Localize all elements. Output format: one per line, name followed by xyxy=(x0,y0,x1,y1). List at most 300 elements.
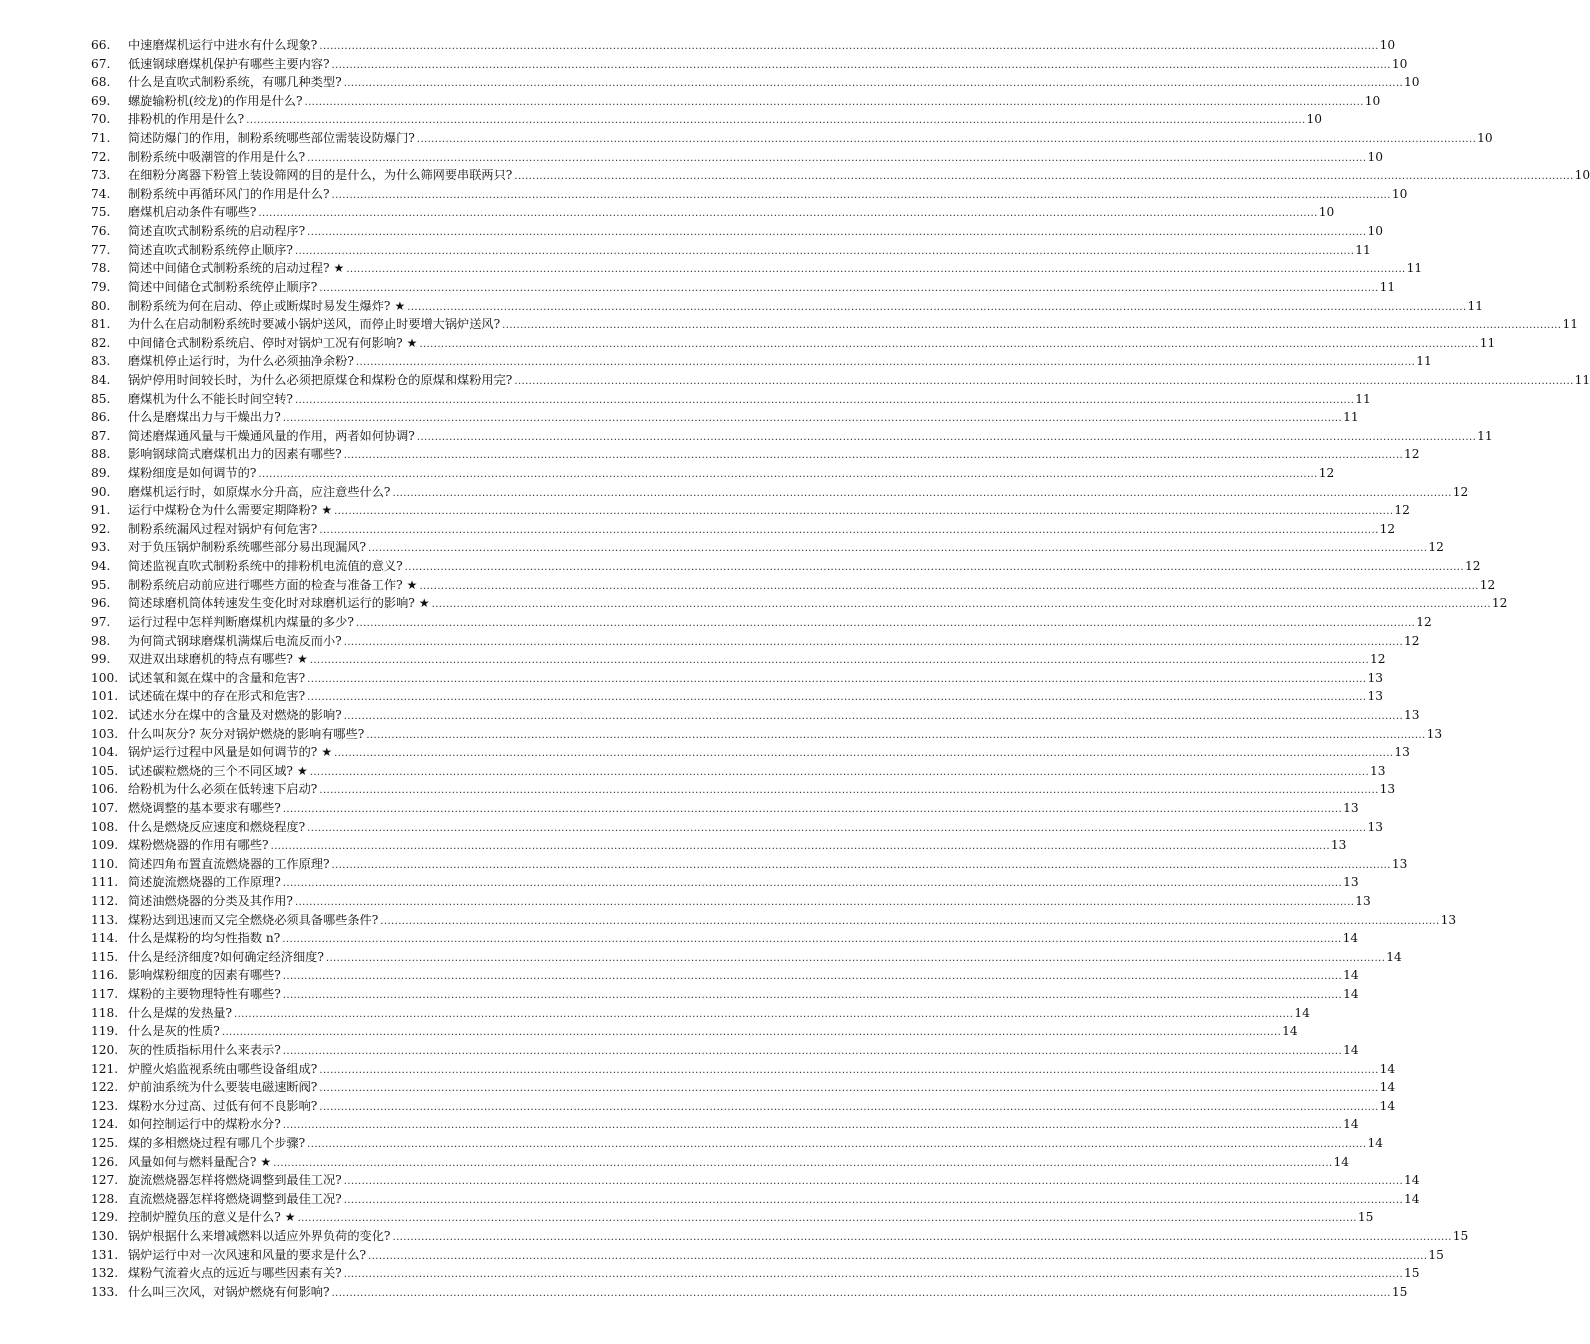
toc-entry[interactable] xyxy=(91,1208,1374,1227)
toc-entry[interactable] xyxy=(91,632,1420,651)
toc-entry[interactable] xyxy=(91,483,1469,502)
toc-entry-number: 109. xyxy=(91,838,119,853)
toc-entry-number: 116. xyxy=(91,968,119,983)
dot-leader xyxy=(419,578,1478,597)
toc-entry[interactable] xyxy=(91,966,1359,985)
toc-entry-title: 炉膛火焰监视系统由哪些设备组成? xyxy=(128,1061,318,1076)
toc-entry[interactable] xyxy=(91,222,1383,241)
toc-entry[interactable] xyxy=(91,1041,1359,1060)
toc-entry-title: 简述球磨机筒体转速发生变化时对球磨机运行的影响? xyxy=(128,596,415,611)
toc-entry-title: 制粉系统启动前应进行哪些方面的检查与准备工作? xyxy=(128,577,403,592)
star-icon: ★ xyxy=(406,335,418,350)
toc-entry-page-number: 12 xyxy=(1464,559,1481,574)
toc-entry[interactable] xyxy=(91,1022,1298,1041)
star-icon: ★ xyxy=(418,596,430,611)
toc-entry-title: 简述中间储仓式制粉系统的启动过程? xyxy=(128,261,330,276)
toc-entry-title: 中间储仓式制粉系统启、停时对锅炉工况有何影响? xyxy=(128,335,403,350)
star-icon: ★ xyxy=(406,577,418,592)
star-icon: ★ xyxy=(284,1210,296,1225)
toc-entry[interactable] xyxy=(91,929,1359,948)
toc-entry-page-number: 13 xyxy=(1367,819,1383,834)
toc-entry-title: 灰的性质指标用什么来表示? xyxy=(128,1042,281,1057)
toc-entry-title: 制粉系统漏风过程对锅炉有何危害? xyxy=(128,521,318,536)
table-of-contents xyxy=(91,36,1590,1301)
toc-entry-number: 94. xyxy=(91,559,111,574)
dot-leader xyxy=(344,447,1403,466)
dot-leader xyxy=(366,727,1425,746)
toc-entry-number: 69. xyxy=(91,93,111,108)
toc-entry[interactable] xyxy=(91,1171,1420,1190)
toc-entry-number: 92. xyxy=(91,521,111,536)
toc-entry-title: 煤的多相燃烧过程有哪几个步骤? xyxy=(128,1135,306,1150)
dot-leader xyxy=(283,1043,1342,1062)
dot-leader xyxy=(319,522,1378,541)
toc-entry[interactable] xyxy=(91,334,1496,353)
toc-entry[interactable] xyxy=(91,762,1386,781)
toc-entry-title: 风量如何与燃料量配合? xyxy=(128,1154,257,1169)
toc-entry-number: 106. xyxy=(91,782,119,797)
toc-entry-page-number: 14 xyxy=(1343,968,1359,983)
dot-leader xyxy=(234,1006,1293,1025)
toc-entry-number: 79. xyxy=(91,279,111,294)
toc-entry-page-number: 12 xyxy=(1404,633,1420,648)
toc-entry-page-number: 14 xyxy=(1404,1173,1420,1188)
toc-entry-title: 影响煤粉细度的因素有哪些? xyxy=(128,968,281,983)
toc-entry-title: 螺旋输粉机(绞龙)的作用是什么? xyxy=(128,93,303,108)
toc-entry-number: 80. xyxy=(91,298,111,313)
toc-entry[interactable] xyxy=(91,985,1359,1004)
toc-entry-number: 105. xyxy=(91,763,119,778)
toc-entry[interactable] xyxy=(91,408,1359,427)
toc-entry-page-number: 11 xyxy=(1467,298,1484,313)
toc-entry-page-number: 10 xyxy=(1306,112,1323,127)
toc-entry[interactable] xyxy=(91,1078,1396,1097)
toc-entry-page-number: 13 xyxy=(1330,838,1347,853)
dot-leader xyxy=(319,1099,1378,1118)
toc-entry-page-number: 12 xyxy=(1479,577,1496,592)
toc-entry-title: 低速钢球磨煤机保护有哪些主要内容? xyxy=(128,56,330,71)
dot-leader xyxy=(392,1229,1451,1248)
toc-entry[interactable] xyxy=(91,855,1408,874)
toc-entry-title: 什么是燃烧反应速度和燃烧程度? xyxy=(128,819,306,834)
toc-entry-number: 112. xyxy=(91,894,119,909)
toc-entry-number: 126. xyxy=(91,1154,119,1169)
toc-entry[interactable] xyxy=(91,166,1590,185)
toc-entry[interactable] xyxy=(91,687,1383,706)
toc-entry-title: 简述磨煤通风量与干燥通风量的作用，两者如何协调? xyxy=(128,428,415,443)
dot-leader xyxy=(332,187,1391,206)
toc-entry-title: 锅炉根据什么来增减燃料以适应外界负荷的变化? xyxy=(128,1229,391,1243)
toc-entry[interactable] xyxy=(91,1115,1359,1134)
toc-entry-title: 煤粉气流着火点的远近与哪些因素有关? xyxy=(128,1266,342,1281)
dot-leader xyxy=(307,671,1366,690)
toc-entry-page-number: 15 xyxy=(1391,1284,1408,1299)
toc-entry[interactable] xyxy=(91,110,1323,129)
star-icon: ★ xyxy=(321,745,333,760)
dot-leader xyxy=(283,801,1342,820)
toc-entry-title: 运行中煤粉仓为什么需要定期降粉? xyxy=(128,503,318,518)
toc-entry[interactable] xyxy=(91,557,1481,576)
toc-entry[interactable] xyxy=(91,185,1408,204)
toc-entry-title: 简述直吹式制粉系统停止顺序? xyxy=(128,242,293,257)
toc-entry-page-number: 14 xyxy=(1343,987,1359,1002)
toc-entry-number: 131. xyxy=(91,1247,119,1262)
dot-leader xyxy=(319,280,1378,299)
toc-entry-title: 什么是煤粉的均匀性指数 n? xyxy=(128,931,281,946)
dot-leader xyxy=(307,820,1366,839)
toc-entry[interactable] xyxy=(91,259,1423,278)
toc-entry[interactable] xyxy=(91,1060,1396,1079)
toc-entry-title: 锅炉运行中对一次风速和风量的要求是什么? xyxy=(128,1247,367,1262)
toc-entry-number: 100. xyxy=(91,670,119,685)
dot-leader xyxy=(307,1136,1366,1155)
toc-entry-page-number: 14 xyxy=(1282,1024,1298,1039)
toc-entry-page-number: 13 xyxy=(1391,856,1408,871)
toc-entry[interactable] xyxy=(91,241,1371,260)
toc-entry-page-number: 10 xyxy=(1391,56,1408,71)
dot-leader xyxy=(380,913,1439,932)
toc-entry-title: 控制炉膛负压的意义是什么? xyxy=(128,1210,281,1225)
toc-entry[interactable] xyxy=(91,650,1386,669)
toc-entry-page-number: 11 xyxy=(1343,410,1359,425)
toc-entry-page-number: 14 xyxy=(1379,1080,1396,1095)
toc-entry-number: 85. xyxy=(91,391,111,406)
toc-entry-title: 直流燃烧器怎样将燃烧调整到最佳工况? xyxy=(128,1191,342,1206)
toc-entry-number: 108. xyxy=(91,819,119,834)
toc-entry[interactable] xyxy=(91,873,1359,892)
toc-entry-number: 133. xyxy=(91,1284,119,1299)
toc-entry-title: 什么是经济细度?如何确定经济细度? xyxy=(128,949,324,964)
dot-leader xyxy=(310,764,1369,783)
dot-leader xyxy=(332,1285,1391,1304)
toc-entry[interactable] xyxy=(91,203,1335,222)
toc-entry-page-number: 14 xyxy=(1294,1005,1310,1020)
dot-leader xyxy=(344,1192,1403,1211)
dot-leader xyxy=(405,559,1464,578)
dot-leader xyxy=(271,838,1330,857)
toc-entry-title: 简述直吹式制粉系统的启动程序? xyxy=(128,224,306,239)
toc-entry[interactable] xyxy=(91,892,1371,911)
toc-entry-page-number: 10 xyxy=(1391,186,1408,201)
toc-entry[interactable] xyxy=(91,501,1410,520)
toc-entry-title: 磨煤机停止运行时，为什么必须抽净余粉? xyxy=(128,354,354,369)
toc-entry-number: 127. xyxy=(91,1173,119,1188)
toc-entry[interactable] xyxy=(91,55,1408,74)
dot-leader xyxy=(346,261,1405,280)
toc-entry[interactable] xyxy=(91,297,1484,316)
toc-entry-number: 84. xyxy=(91,372,111,387)
toc-entry[interactable] xyxy=(91,1134,1383,1153)
toc-entry-title: 简述中间储仓式制粉系统停止顺序? xyxy=(128,279,318,294)
toc-entry[interactable] xyxy=(91,427,1493,446)
dot-leader xyxy=(282,931,1341,950)
toc-entry-title: 制粉系统中吸潮管的作用是什么? xyxy=(128,149,306,164)
toc-entry-page-number: 14 xyxy=(1343,1117,1359,1132)
toc-entry-title: 制粉系统为何在启动、停止或断煤时易发生爆炸? xyxy=(128,298,391,313)
toc-entry-number: 111. xyxy=(91,875,119,890)
toc-entry[interactable] xyxy=(91,948,1402,967)
dot-leader xyxy=(368,540,1427,559)
toc-entry-number: 96. xyxy=(91,596,111,611)
toc-entry[interactable] xyxy=(91,36,1396,55)
toc-entry-page-number: 13 xyxy=(1440,912,1457,927)
dot-leader xyxy=(304,94,1363,113)
star-icon: ★ xyxy=(333,261,345,276)
toc-entry-title: 制粉系统中再循环风门的作用是什么? xyxy=(128,186,330,201)
dot-leader xyxy=(407,299,1466,318)
toc-entry[interactable] xyxy=(91,1246,1444,1265)
toc-entry-number: 74. xyxy=(91,186,111,201)
toc-entry[interactable] xyxy=(91,669,1383,688)
toc-entry-page-number: 11 xyxy=(1355,391,1371,406)
dot-leader xyxy=(273,1155,1332,1174)
dot-leader xyxy=(307,224,1366,243)
toc-entry-number: 82. xyxy=(91,335,111,350)
dot-leader xyxy=(514,168,1573,187)
dot-leader xyxy=(344,75,1403,94)
dot-leader xyxy=(334,503,1393,522)
toc-entry-page-number: 10 xyxy=(1379,38,1396,52)
dot-leader xyxy=(344,1266,1403,1285)
toc-entry-page-number: 11 xyxy=(1479,335,1496,350)
toc-entry[interactable] xyxy=(91,780,1396,799)
toc-entry-page-number: 13 xyxy=(1367,689,1383,704)
dot-leader xyxy=(417,429,1476,448)
star-icon: ★ xyxy=(296,652,308,667)
toc-entry-title: 什么叫三次风，对锅炉燃烧有何影响? xyxy=(128,1284,330,1299)
dot-leader xyxy=(283,875,1342,894)
toc-entry-page-number: 12 xyxy=(1416,614,1432,629)
toc-entry[interactable] xyxy=(91,371,1590,390)
toc-entry[interactable] xyxy=(91,148,1383,167)
toc-entry[interactable] xyxy=(91,613,1432,632)
toc-entry[interactable] xyxy=(91,818,1383,837)
toc-entry-page-number: 13 xyxy=(1426,726,1443,741)
toc-entry-number: 91. xyxy=(91,503,111,518)
dot-leader xyxy=(356,615,1415,634)
dot-leader xyxy=(332,57,1391,76)
toc-entry-number: 103. xyxy=(91,726,119,741)
toc-entry[interactable] xyxy=(91,1227,1469,1246)
toc-entry[interactable] xyxy=(91,520,1396,539)
toc-entry-title: 中速磨煤机运行中进水有什么现象? xyxy=(128,38,318,52)
dot-leader xyxy=(334,745,1393,764)
dot-leader xyxy=(432,596,1491,615)
dot-leader xyxy=(283,1117,1342,1136)
dot-leader xyxy=(283,968,1342,987)
dot-leader xyxy=(283,987,1342,1006)
toc-entry-title: 试述碳粒燃烧的三个不同区域? xyxy=(128,763,293,778)
toc-entry-page-number: 10 xyxy=(1367,224,1383,239)
toc-entry-page-number: 11 xyxy=(1574,372,1590,387)
toc-entry-title: 简述监视直吹式制粉系统中的排粉机电流值的意义? xyxy=(128,559,403,574)
toc-entry-title: 简述防爆门的作用，制粉系统哪些部位需装设防爆门? xyxy=(128,131,415,146)
star-icon: ★ xyxy=(394,298,406,313)
toc-entry-number: 66. xyxy=(91,38,111,52)
toc-entry-page-number: 13 xyxy=(1343,875,1359,890)
toc-entry-page-number: 12 xyxy=(1394,503,1410,518)
dot-leader xyxy=(344,708,1403,727)
toc-entry-title: 试述水分在煤中的含量及对燃烧的影响? xyxy=(128,707,342,722)
toc-entry-title: 什么是灰的性质? xyxy=(128,1024,220,1039)
dot-leader xyxy=(307,689,1366,708)
toc-entry-number: 121. xyxy=(91,1061,119,1076)
toc-entry-title: 锅炉运行过程中风量是如何调节的? xyxy=(128,745,318,760)
dot-leader xyxy=(298,1210,1357,1229)
toc-entry-page-number: 12 xyxy=(1428,540,1444,555)
dot-leader xyxy=(326,950,1385,969)
toc-entry-page-number: 12 xyxy=(1404,447,1420,462)
toc-entry-page-number: 10 xyxy=(1367,149,1383,164)
toc-entry-number: 117. xyxy=(91,987,119,1002)
toc-entry[interactable] xyxy=(91,538,1444,557)
toc-entry-page-number: 11 xyxy=(1355,242,1371,257)
dot-leader xyxy=(295,392,1354,411)
toc-entry-number: 89. xyxy=(91,466,111,481)
toc-entry-page-number: 13 xyxy=(1355,894,1371,909)
toc-entry-page-number: 10 xyxy=(1404,75,1420,90)
toc-entry-title: 什么是煤的发热量? xyxy=(128,1005,233,1020)
toc-entry-number: 72. xyxy=(91,149,111,164)
toc-entry-page-number: 13 xyxy=(1379,782,1396,797)
toc-entry-title: 磨煤机启动条件有哪些? xyxy=(128,205,257,220)
toc-entry-page-number: 13 xyxy=(1370,763,1386,778)
dot-leader xyxy=(319,1062,1378,1081)
toc-entry-page-number: 11 xyxy=(1406,261,1423,276)
toc-entry[interactable] xyxy=(91,315,1578,334)
toc-entry-title: 燃烧调整的基本要求有哪些? xyxy=(128,800,281,815)
toc-entry-page-number: 11 xyxy=(1562,317,1578,332)
toc-entry-page-number: 14 xyxy=(1379,1098,1396,1113)
toc-entry-number: 68. xyxy=(91,75,111,90)
toc-entry[interactable] xyxy=(91,73,1420,92)
toc-entry-page-number: 13 xyxy=(1367,670,1383,685)
toc-entry-title: 试述氧和氮在煤中的含量和危害? xyxy=(128,670,306,685)
toc-entry-title: 对于负压锅炉制粉系统哪些部分易出现漏风? xyxy=(128,540,367,555)
toc-entry-title: 为什么在启动制粉系统时要减小锅炉送风，而停止时要增大锅炉送风? xyxy=(128,317,501,332)
toc-entry[interactable] xyxy=(91,352,1432,371)
toc-entry-number: 73. xyxy=(91,168,111,183)
toc-entry-number: 129. xyxy=(91,1210,119,1225)
toc-entry-title: 锅炉停用时间较长时，为什么必须把原煤仓和煤粉仓的原煤和煤粉用完? xyxy=(128,372,513,387)
toc-entry-number: 77. xyxy=(91,242,111,257)
toc-entry-title: 为何筒式钢球磨煤机满煤后电流反而小? xyxy=(128,633,342,648)
toc-entry-page-number: 14 xyxy=(1367,1135,1383,1150)
dot-leader xyxy=(319,38,1378,57)
toc-entry[interactable] xyxy=(91,464,1335,483)
toc-entry[interactable] xyxy=(91,445,1420,464)
dot-leader xyxy=(319,1080,1378,1099)
toc-entry[interactable] xyxy=(91,725,1443,744)
toc-entry[interactable] xyxy=(91,799,1359,818)
toc-entry-page-number: 11 xyxy=(1416,354,1432,369)
star-icon: ★ xyxy=(296,763,308,778)
dot-leader xyxy=(310,652,1369,671)
toc-entry-number: 120. xyxy=(91,1042,119,1057)
toc-entry[interactable] xyxy=(91,1283,1408,1302)
dot-leader xyxy=(514,373,1573,392)
toc-entry-title: 运行过程中怎样判断磨煤机内煤量的多少? xyxy=(128,614,354,629)
dot-leader xyxy=(368,1248,1427,1267)
toc-entry[interactable] xyxy=(91,911,1457,930)
toc-entry-number: 122. xyxy=(91,1080,119,1095)
toc-entry-title: 旋流燃烧器怎样将燃烧调整到最佳工况? xyxy=(128,1173,342,1188)
toc-entry[interactable] xyxy=(91,576,1496,595)
toc-entry-title: 给粉机为什么必须在低转速下启动? xyxy=(128,782,318,797)
toc-entry-page-number: 10 xyxy=(1318,205,1335,220)
toc-entry-title: 影响钢球筒式磨煤机出力的因素有哪些? xyxy=(128,447,342,462)
dot-leader xyxy=(222,1024,1281,1043)
toc-entry-number: 75. xyxy=(91,205,111,220)
toc-entry-number: 115. xyxy=(91,949,119,964)
toc-entry-number: 90. xyxy=(91,484,111,499)
toc-entry-page-number: 15 xyxy=(1428,1247,1444,1262)
toc-entry[interactable] xyxy=(91,278,1396,297)
toc-entry-number: 104. xyxy=(91,745,119,760)
toc-entry-number: 86. xyxy=(91,410,111,425)
toc-entry-page-number: 12 xyxy=(1452,484,1469,499)
toc-entry-page-number: 11 xyxy=(1477,428,1493,443)
toc-entry-number: 101. xyxy=(91,689,119,704)
toc-entry[interactable] xyxy=(91,390,1371,409)
toc-entry[interactable] xyxy=(91,92,1381,111)
toc-entry-number: 87. xyxy=(91,428,111,443)
dot-leader xyxy=(258,205,1317,224)
toc-entry-page-number: 13 xyxy=(1343,800,1359,815)
toc-entry-number: 70. xyxy=(91,112,111,127)
toc-entry-title: 炉前油系统为什么要装电磁速断阀? xyxy=(128,1080,318,1095)
toc-entry-title: 什么叫灰分? 灰分对锅炉燃烧的影响有哪些? xyxy=(128,726,365,741)
star-icon: ★ xyxy=(321,503,333,518)
toc-entry-title: 什么是直吹式制粉系统，有哪几种类型? xyxy=(128,75,342,90)
toc-entry[interactable] xyxy=(91,706,1420,725)
toc-entry-number: 78. xyxy=(91,261,111,276)
toc-entry-page-number: 14 xyxy=(1333,1154,1349,1169)
dot-leader xyxy=(332,857,1391,876)
dot-leader xyxy=(295,894,1354,913)
toc-entry[interactable] xyxy=(91,594,1508,613)
toc-entry[interactable] xyxy=(91,1097,1396,1116)
toc-entry-number: 123. xyxy=(91,1098,119,1113)
toc-entry[interactable] xyxy=(91,743,1410,762)
toc-entry-number: 97. xyxy=(91,614,111,629)
dot-leader xyxy=(283,410,1342,429)
toc-entry[interactable] xyxy=(91,1264,1420,1283)
toc-entry-title: 磨煤机运行时，如原煤水分升高，应注意些什么? xyxy=(128,484,391,499)
toc-entry-number: 71. xyxy=(91,131,111,146)
toc-entry-page-number: 14 xyxy=(1342,931,1359,946)
toc-entry[interactable] xyxy=(91,1190,1420,1209)
star-icon: ★ xyxy=(260,1154,272,1169)
toc-entry-page-number: 15 xyxy=(1404,1266,1420,1281)
toc-entry[interactable] xyxy=(91,836,1347,855)
toc-entry-title: 煤粉的主要物理特性有哪些? xyxy=(128,987,281,1002)
toc-entry-title: 在细粉分离器下粉管上装设筛网的目的是什么，为什么筛网要串联两只? xyxy=(128,168,513,183)
toc-entry-page-number: 14 xyxy=(1404,1191,1420,1206)
toc-entry[interactable] xyxy=(91,1004,1310,1023)
dot-leader xyxy=(502,317,1561,336)
toc-entry-page-number: 14 xyxy=(1379,1061,1396,1076)
toc-entry-number: 99. xyxy=(91,652,111,667)
toc-entry-page-number: 14 xyxy=(1386,949,1402,964)
toc-entry-title: 排粉机的作用是什么? xyxy=(128,112,245,127)
dot-leader xyxy=(419,336,1478,355)
toc-entry-number: 132. xyxy=(91,1266,119,1281)
toc-entry-page-number: 13 xyxy=(1394,745,1410,760)
toc-entry[interactable] xyxy=(91,129,1493,148)
toc-entry-title: 简述旋流燃烧器的工作原理? xyxy=(128,875,281,890)
toc-entry[interactable] xyxy=(91,1153,1349,1172)
